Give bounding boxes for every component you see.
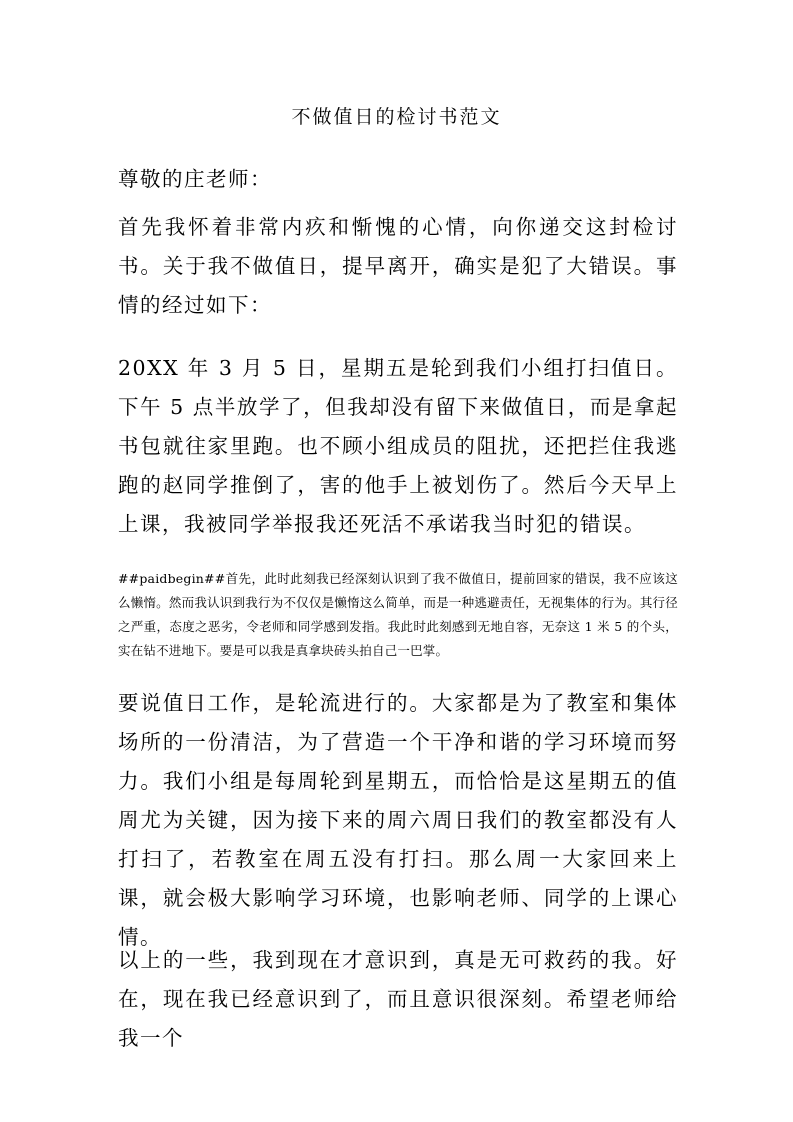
paragraph-incident: 20XX 年 3 月 5 日，星期五是轮到我们小组打扫值日。下午 5 点半放学了，但我却没有留下来做值日，而是拿起书包就往家里跑。也不顾小组成员的阻扰，还把拦住我逃跑的赵同学推倒了，害的他手上被划伤了。然后今天早上上课，我被同学举报我还死活不承诺我当时犯的错误。 [118, 356, 678, 536]
paragraph-intro: 首先我怀着非常内疚和惭愧的心情，向你递交这封检讨书。关于我不做值日，提早离开，确实是犯了大错误。事情的经过如下： [118, 215, 678, 317]
document-title: 不做值日的检讨书范文 [291, 106, 502, 128]
paragraph-duty-importance: 要说值日工作，是轮流进行的。大家都是为了教室和集体场所的一份清洁，为了营造一个干净和谐的学习环境而努力。我们小组是每周轮到星期五，而恰恰是这星期五的值周尤为关键，因为接下来的周六周日我们的教室都没有人打扫了，若教室在周五没有打扫。那么周一大家回来上课，就会极大影响学习环境，也影响老师、同学的上课心情。 [118, 691, 678, 949]
salutation: 尊敬的庄老师： [118, 167, 272, 191]
paragraph-reflection: ##paidbegin##首先，此时此刻我已经深刻认识到了我不做值日，提前回家的错误，我不应该这么懒惰。然而我认识到我行为不仅仅是懒惰这么简单，而是一种逃避责任，无视集体的行为。其行径之严重，态度之恶劣，令老师和同学感到发指。我此时此刻感到无地自容，无奈这 1 米 5 的个头，实在钻不进地下。要是可以我是真拿块砖头拍自己一巴掌。 [118, 571, 678, 658]
paragraph-conclusion: 以上的一些，我到现在才意识到，真是无可救药的我。好在，现在我已经意识到了，而且意识很深刻。希望老师给我一个 [118, 948, 678, 1050]
